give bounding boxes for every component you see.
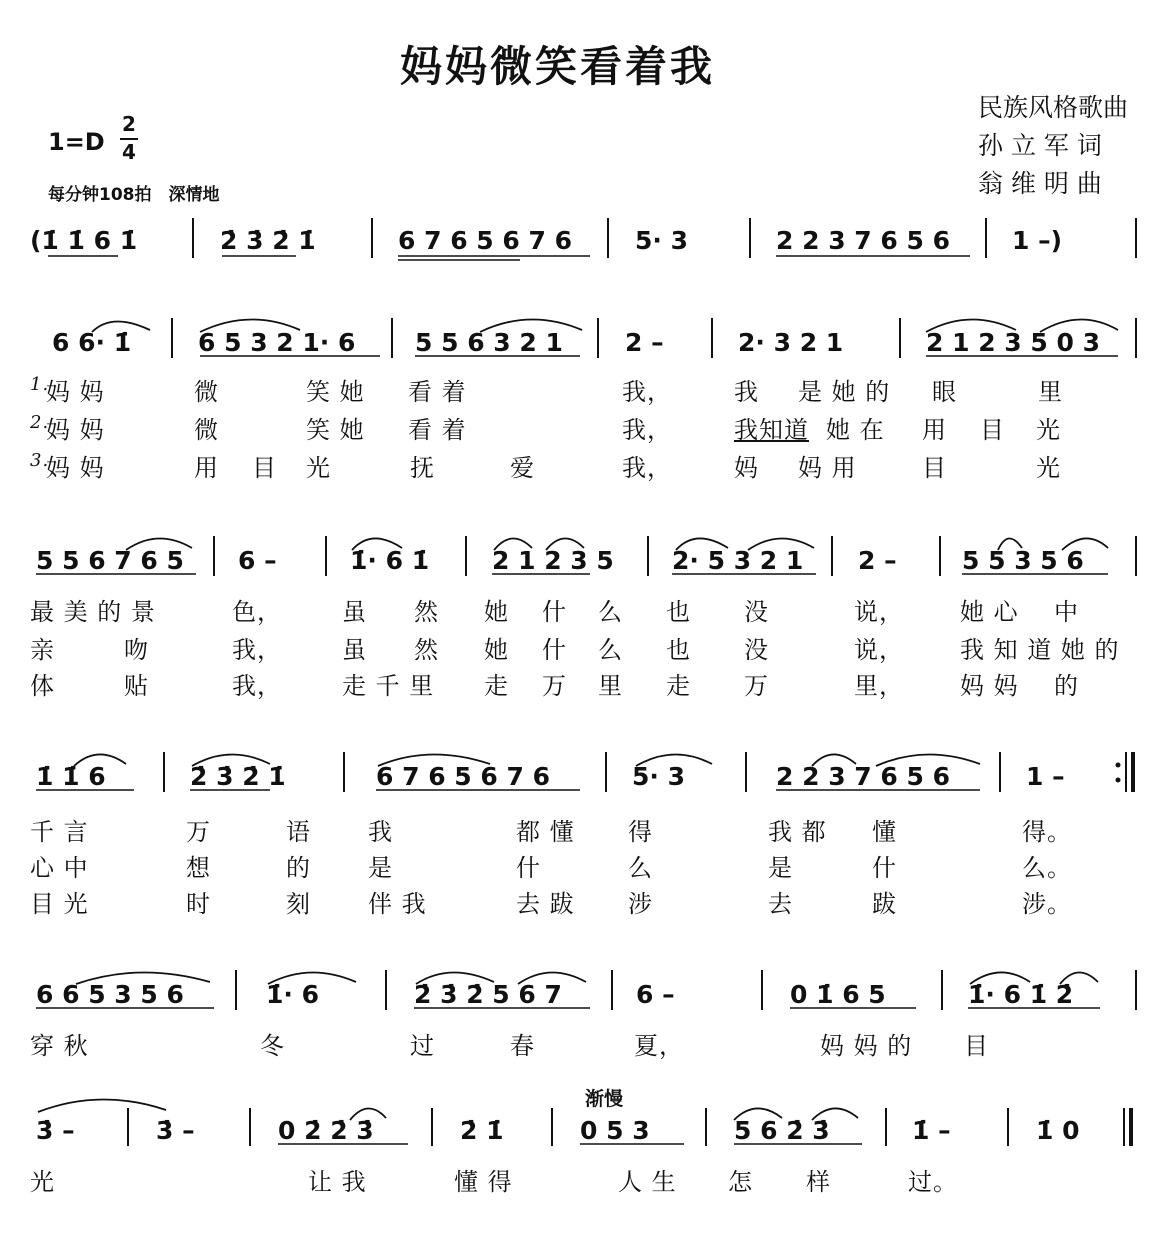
lyric-syllable: 看 着	[408, 378, 467, 406]
slur	[350, 1108, 386, 1120]
slur	[416, 972, 494, 984]
slur	[748, 538, 814, 550]
lyric-syllable: 去 跋	[516, 890, 575, 918]
lyric-syllable: 里，	[854, 672, 904, 700]
lyric-syllable: 妈 妈	[46, 416, 105, 444]
measure: 6 6 5 3 5 6	[36, 980, 184, 1009]
lyric-syllable: 懂 得	[454, 1168, 513, 1196]
lyric-syllable: 光	[1036, 454, 1061, 482]
lyric-syllable: 微	[194, 378, 219, 406]
measure: 6 7 6 5 6 7 6	[398, 226, 572, 255]
measure: 2· 5 3 2 1	[672, 546, 804, 575]
measure: 1̇ 0	[1036, 1116, 1080, 1145]
bar-lines	[128, 218, 1136, 1146]
lyric-syllable: 妈 妈	[960, 672, 1019, 700]
beam-underlines	[36, 256, 1118, 1144]
lyric-syllable: 目 光	[30, 890, 89, 918]
lyric-syllable: 亲	[30, 636, 55, 664]
lyric-syllable: 妈 妈 的	[820, 1032, 913, 1060]
lyric-syllable: 得。	[1022, 818, 1072, 846]
lyricist-credit: 孙 立 军 词	[978, 131, 1102, 160]
lyric-syllable: 她 心	[960, 598, 1019, 626]
lyric-syllable: 目	[922, 454, 947, 482]
measure: 0 1̇ 6 5	[790, 980, 886, 1009]
slur	[378, 754, 490, 766]
measure: 0 2̇ 2̇ 3̇	[278, 1116, 374, 1145]
lyric-syllable: 用	[922, 416, 947, 444]
lyric-syllable: 没	[744, 636, 769, 664]
slur	[876, 754, 980, 766]
slur	[200, 319, 300, 332]
measure: 5 6 2̇ 3̇	[734, 1116, 830, 1145]
slur	[636, 754, 712, 766]
lyric-syllable: 走	[484, 672, 509, 700]
lyric-syllable: 微	[194, 416, 219, 444]
lyric-syllable: 冬	[260, 1032, 285, 1060]
lyric-syllable: 说，	[854, 636, 904, 664]
lyric-syllable: 目	[252, 454, 277, 482]
lyric-syllable: 去	[768, 890, 793, 918]
slur	[480, 319, 582, 332]
lyric-syllable: 虽	[342, 636, 367, 664]
lyric-syllable: 里	[1038, 378, 1063, 406]
lyric-syllable: 我知道	[734, 416, 809, 444]
lyric-syllable: 涉	[628, 890, 653, 918]
song-title: 妈妈微笑看着我	[400, 42, 716, 91]
lyric-syllable: 是 她 的	[798, 378, 891, 406]
lyric-syllable: 她	[484, 636, 509, 664]
measure: 2 1 2 3 5	[492, 546, 614, 575]
lyric-syllable: 光	[306, 454, 331, 482]
lyric-syllable: 爱	[510, 454, 535, 482]
lyric-syllable: 过	[410, 1032, 435, 1060]
slur	[38, 1099, 166, 1112]
lyric-syllable: 万	[744, 672, 769, 700]
slur	[926, 319, 1016, 332]
lyric-syllable: 光	[30, 1168, 55, 1196]
lyric-syllable: 妈 用	[798, 454, 857, 482]
lyric-syllable: 虽	[342, 598, 367, 626]
slur	[352, 538, 402, 550]
lyric-syllable: 什	[516, 854, 541, 882]
measure: 6 7 6 5 6 7 6	[376, 762, 550, 791]
lyric-syllable: 最 美 的 景	[30, 598, 156, 626]
lyric-syllable: 目	[964, 1032, 989, 1060]
measure: 1 –	[1026, 762, 1065, 791]
slur	[812, 1108, 858, 1120]
lyric-syllable: 心 中	[30, 854, 89, 882]
measure: (1̇ 1̇ 6 1̇	[30, 226, 138, 255]
lyric-syllable: 我	[368, 818, 393, 846]
slur	[76, 972, 210, 984]
lyric-syllable: 她 在	[826, 416, 885, 444]
measure: 2 –	[858, 546, 897, 575]
lyric-syllable: 笑 她	[306, 378, 365, 406]
measure: 6 –	[636, 980, 675, 1009]
slur	[1060, 972, 1098, 984]
lyric-syllable: 么。	[1022, 854, 1072, 882]
repeat-dot	[1116, 763, 1121, 768]
lyric-syllable: 我	[734, 378, 759, 406]
lyric-syllable: 都 懂	[516, 818, 575, 846]
lyric-syllable: 我，	[622, 416, 672, 444]
slur	[812, 754, 856, 766]
measure: 2 –	[625, 328, 664, 357]
measure: 2· 3 2 1	[738, 328, 844, 357]
lyric-syllable: 么	[598, 636, 623, 664]
lyric-syllable: 么	[628, 854, 653, 882]
measure: 1̇ –	[912, 1116, 951, 1145]
lyric-syllable: 走	[666, 672, 691, 700]
lyric-syllable: 我 都	[768, 818, 827, 846]
slur	[970, 972, 1030, 984]
lyric-syllable: 我，	[622, 378, 672, 406]
lyric-syllable: 什	[542, 598, 567, 626]
lyric-syllable: 也	[666, 636, 691, 664]
lyric-syllable: 说，	[854, 598, 904, 626]
lyric-syllable: 万	[542, 672, 567, 700]
measure: 3̇ –	[156, 1116, 195, 1145]
time-signature-bottom: 4	[122, 140, 136, 164]
measure: 1̇· 6 1̇ 2̇	[968, 980, 1074, 1009]
slur	[518, 972, 586, 984]
lyric-syllable: 没	[744, 598, 769, 626]
lyric-syllable: 跋	[872, 890, 897, 918]
lyric-syllable: 穿 秋	[30, 1032, 89, 1060]
slur	[126, 538, 192, 550]
lyric-syllable: 人 生	[618, 1168, 677, 1196]
slur	[192, 754, 270, 766]
repeat-dot	[1116, 778, 1121, 783]
lyric-syllable: 伴 我	[368, 890, 427, 918]
lyric-syllable: 中	[1054, 598, 1079, 626]
lyric-syllable: 她	[484, 598, 509, 626]
lyric-syllable: 也	[666, 598, 691, 626]
lyric-syllable: 我，	[622, 454, 672, 482]
verse-number: 2.	[30, 412, 50, 433]
measure: 6 5 3 2 1· 6	[198, 328, 356, 357]
measure: 1̇· 6	[266, 980, 319, 1009]
lyric-syllable: 吻	[124, 636, 149, 664]
measure: 5 5 3 5 6	[962, 546, 1084, 575]
lyric-syllable: 么	[598, 598, 623, 626]
verse-number: 1.	[30, 374, 50, 395]
measure: 5· 3	[635, 226, 688, 255]
lyric-syllable: 目	[980, 416, 1005, 444]
lyric-syllable: 得	[628, 818, 653, 846]
slur	[92, 321, 150, 332]
lyric-syllable: 我，	[232, 636, 282, 664]
lyric-syllable: 千 言	[30, 818, 89, 846]
lyric-syllable: 我，	[232, 672, 282, 700]
lyric-syllable: 语	[286, 818, 311, 846]
lyric-syllable: 眼	[932, 378, 957, 406]
slur	[734, 1108, 782, 1120]
lyric-syllable: 刻	[286, 890, 311, 918]
slur	[494, 538, 532, 550]
lyric-syllable: 贴	[124, 672, 149, 700]
measure: 6 6· 1̇	[52, 328, 132, 357]
lyric-syllable: 涉。	[1022, 890, 1072, 918]
measure: 2 1 2 3 5 0 3	[926, 328, 1100, 357]
slur	[998, 538, 1022, 550]
style-note: 民族风格歌曲	[978, 93, 1129, 122]
lyric-syllable: 光	[1036, 416, 1061, 444]
key-signature: 1=D	[48, 128, 105, 156]
lyric-syllable: 是	[368, 854, 393, 882]
lyric-syllable: 笑 她	[306, 416, 365, 444]
lyric-syllable: 是	[768, 854, 793, 882]
lyric-syllable: 色，	[232, 598, 282, 626]
lyric-syllable: 过。	[908, 1168, 958, 1196]
lyric-syllable: 万	[186, 818, 211, 846]
lyric-syllable: 让 我	[308, 1168, 367, 1196]
measure: 2̇ 3̇ 2̇ 1̇	[220, 226, 316, 255]
measure: 5 5 6 3 2 1	[415, 328, 563, 357]
lyric-syllable: 懂	[872, 818, 897, 846]
lyric-syllable: 的	[286, 854, 311, 882]
lyric-syllable: 用	[194, 454, 219, 482]
measure: 5· 3	[632, 762, 685, 791]
repeat-dots	[1116, 763, 1121, 783]
measure: 5 5 6 7 6 5	[36, 546, 184, 575]
composer-credit: 翁 维 明 曲	[978, 169, 1102, 198]
measure: 1̇· 6 1̇	[350, 546, 430, 575]
slur	[676, 538, 728, 550]
measure: 2 2 3 7 6 5 6	[776, 762, 950, 791]
lyric-syllable: 看 着	[408, 416, 467, 444]
lyric-syllable: 样	[806, 1168, 831, 1196]
time-signature-top: 2	[122, 112, 136, 136]
measure: 2̇ 3̇ 2̇ 5 6 7	[414, 980, 562, 1009]
tempo-marking: 每分钟108拍 深情地	[48, 185, 220, 205]
lyric-syllable: 想	[186, 854, 211, 882]
measure: 2̇ 3̇ 2̇ 1̇	[190, 762, 286, 791]
lyric-syllable: 春	[510, 1032, 535, 1060]
measure: 3̇ –	[36, 1116, 75, 1145]
lyric-syllable: 妈	[734, 454, 759, 482]
lyric-syllable: 里	[598, 672, 623, 700]
slurs	[38, 319, 1118, 1120]
lyric-syllable: 体	[30, 672, 55, 700]
lyric-syllable: 夏，	[634, 1032, 684, 1060]
measure: 2 2 3 7 6 5 6	[776, 226, 950, 255]
lyric-syllable: 的	[1054, 672, 1079, 700]
measure: 1 –)	[1012, 226, 1063, 255]
measure: 0 5 3	[580, 1116, 650, 1145]
measure: 6 –	[238, 546, 277, 575]
lyric-syllable: 然	[414, 636, 439, 664]
lyric-syllable: 什	[542, 636, 567, 664]
lyric-syllable: 然	[414, 598, 439, 626]
slur	[546, 538, 584, 550]
tempo-change-marking: 渐慢	[585, 1088, 624, 1110]
slur	[268, 972, 356, 984]
lyric-syllable: 妈 妈	[46, 454, 105, 482]
slur	[1040, 319, 1118, 332]
lyric-syllable: 时	[186, 890, 211, 918]
lyric-syllable: 走 千 里	[342, 672, 435, 700]
measure: 2̇ 1̇	[460, 1116, 504, 1145]
lyric-syllable: 妈 妈	[46, 378, 105, 406]
slur	[74, 754, 126, 766]
verse-number: 3.	[30, 450, 50, 471]
measure: 1̇ 1̇ 6	[36, 762, 106, 791]
lyric-syllable: 抚	[410, 454, 435, 482]
slur	[1062, 538, 1108, 550]
lyric-syllable: 怎	[728, 1168, 753, 1196]
lyric-syllable: 什	[872, 854, 897, 882]
lyric-syllable: 我 知 道 她 的	[960, 636, 1120, 664]
